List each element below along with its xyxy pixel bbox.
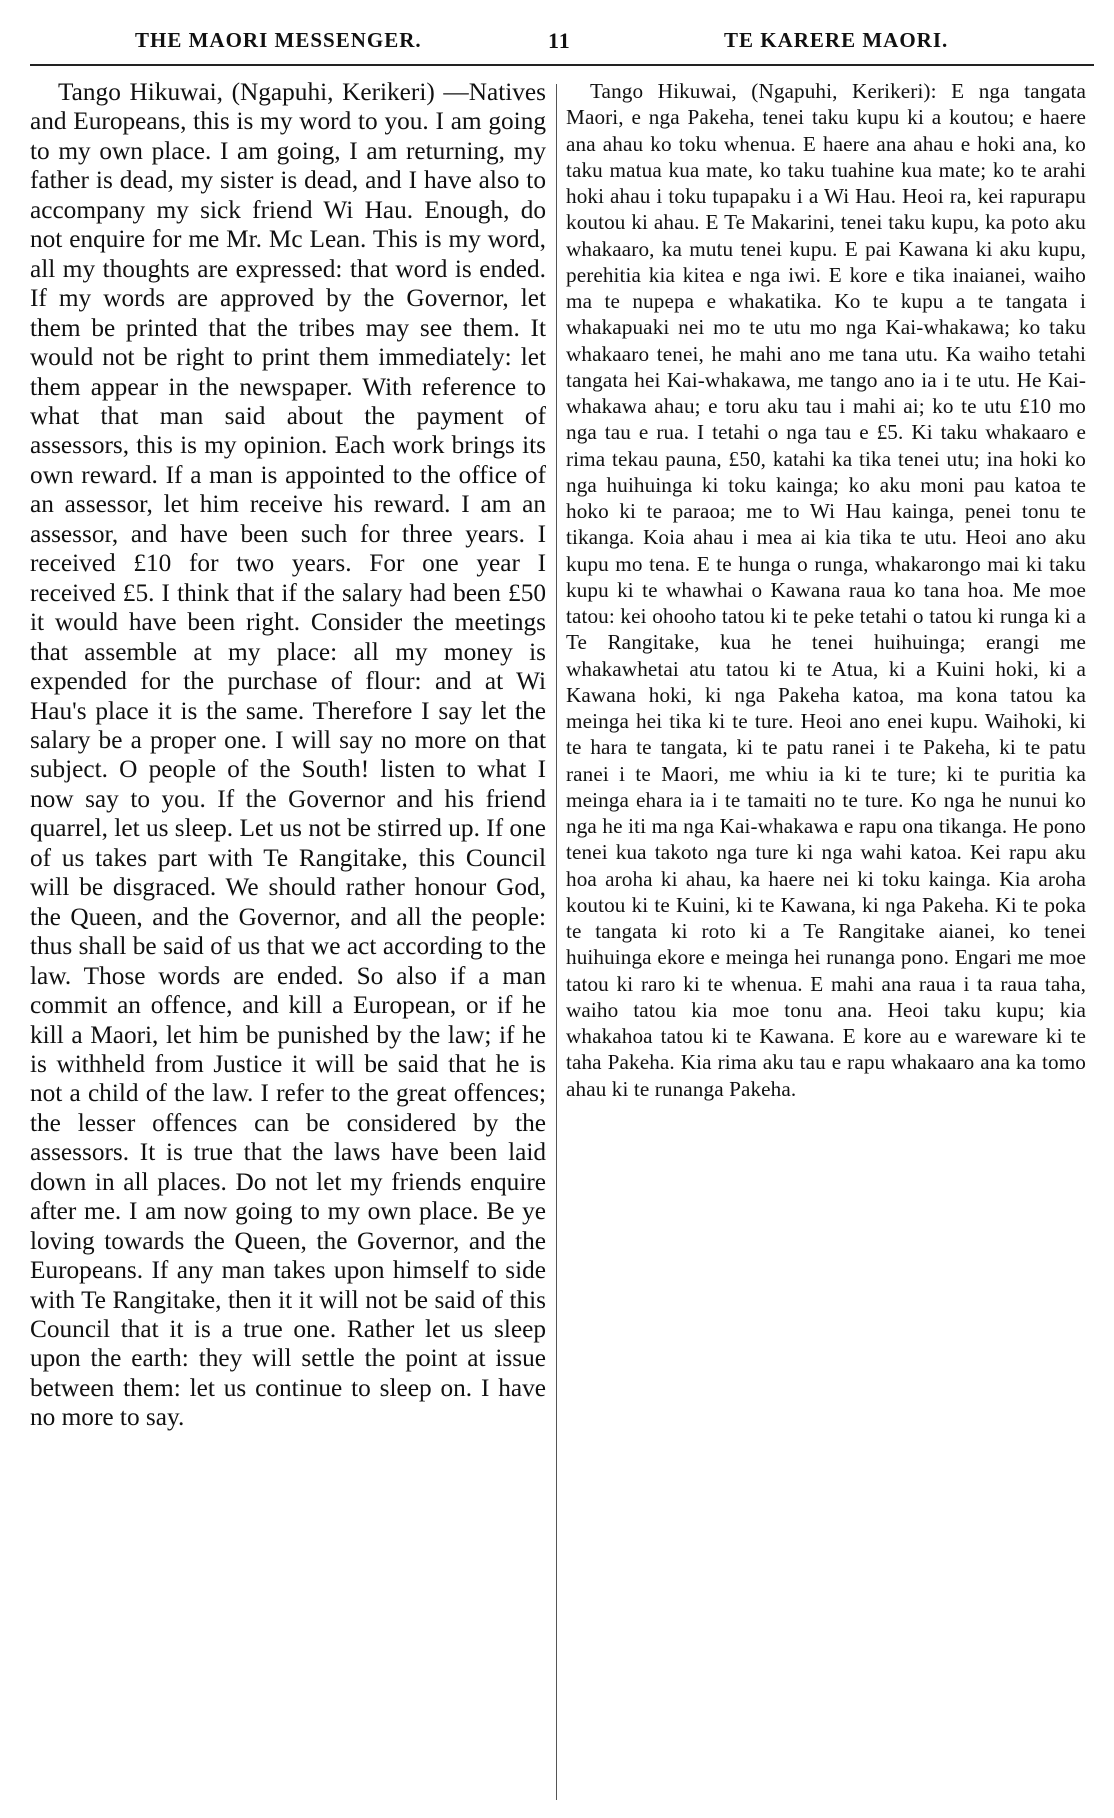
maori-paragraph: Tango Hikuwai, (Ngapuhi, Kerikeri): E nga tangata Maori, e nga Pakeha, tenei taku kupu ki a koutou; e haere ana ahau ko toku whenua. E haere ana ahau e hoki ana, ko taku matua kua mate, ko taku tuahine kua mate; ko te arahi hoki ahau i toku tupapaku i a Wi Hau. Heoi ra, kei rapurapu koutou ki ahau. E Te Makarini, tenei taku kupu, ka poto aku whakaaro, ka mutu tenei kupu. E pai Kawana ki aku kupu, perehitia kia kitea e nga iwi. E kore e tika inaianei, waiho ma te nupepa e whakatika. Ko te kupu a te tangata i whakapuaki nei mo te utu mo nga Kai-whakawa; ko taku whakaaro tenei, he mahi ano me tana utu. Ka waiho tetahi tangata hei Kai-whakawa, me tango ano ia i te utu. He Kai-whakawa ahau; e toru aku tau i mahi ai; ko te utu £10 mo nga tau e rua. I tetahi o nga tau e £5. Ki taku whakaaro e rima tekau pauna, £50, katahi ka tika tenei utu; ina hoki ko nga huihuinga ki toku kainga; ko aku moni pau katoa te hoko ki te paraoa; me to Wi Hau kainga, penei tonu te tikanga. Koia ahau i mea ai kia tika te utu. Heoi ano aku kupu mo tena. E te hunga o runga, whakarongo mai ki taku kupu ki te whawhai o Kawana raua ko tana hoa. Me moe tatou: kei ohooho tatou ki te peke tetahi o tatou ki runga ki a Te Rangitake, kua he tenei huihuinga; erangi me whakawhetai atu tatou ki te Atua, ki a Kuini hoki, ki a Kawana hoki, ki nga Pakeha katoa, ma kona tatou ka meinga hei tika ki te ture. Heoi ano enei kupu. Waihoki, ki te hara te tangata, ki te patu ranei i te Pakeha, ki te patu ranei i te Maori, me whiu ia ki te ture; ki te puritia ka meinga ehara ia i te tamaiti no te ture. Ko nga he nunui ko nga he iti ma nga Kai-whakawa e rapu ona tikanga. He pono tenei kua takoto nga ture ki nga wahi katoa. Kei rapu aku hoa aroha ki ahau, ka haere nei ki toku kainga. Kia aroha koutou ki te Kuini, ki te Kawana, ki nga Pakeha. Ki te poka te tangata ki roto ki a Te Rangitake aianei, ko tenei huihuinga ekore e meinga hei runanga pono. Engari me moe tatou ki raro ki te whenua. E mahi ana raua i ta raua taha, waiho tatou kia moe tonu ana. Heoi taku kupu; kia whakahoa tatou ki te Kawana. E kore au e wareware ki te taha Pakeha. Kia rima aku tau e rapu whakaaro ana ka tomo ahau ki te runanga Pakeha. xyxy=(566,79,1086,1101)
english-masthead: THE MAORI MESSENGER. xyxy=(135,28,422,52)
header-rule xyxy=(30,64,1094,66)
column-divider xyxy=(556,84,557,1800)
page-number: 11 xyxy=(548,28,571,53)
page-header xyxy=(0,0,1114,58)
maori-masthead: TE KARERE MAORI. xyxy=(724,28,949,52)
english-column xyxy=(30,78,546,1808)
english-paragraph: Tango Hikuwai, (Ngapuhi, Kerikeri) —Natives and Europeans, this is my word to you. I am going to my own place. I am going, I am returning, my father is dead, my sister is dead, and I have also to accompany my sick friend Wi Hau. Enough, do not enquire for me Mr. Mc Lean. This is my word, all my thoughts are expressed: that word is ended. If my words are approved by the Governor, let them be printed that the tribes may see them. It would not be right to print them immediately: let them appear in the newspaper. With reference to what that man said about the payment of assessors, this is my opinion. Each work brings its own reward. If a man is appointed to the office of an assessor, let him receive his reward. I am an assessor, and have been such for three years. I received £10 for two years. For one year I received £5. I think that if the salary had been £50 it would have been right. Consider the meetings that assemble at my place: all my money is expended for the purchase of flour: and at Wi Hau's place it is the same. Therefore I say let the salary be a proper one. I will say no more on that subject. O people of the South! listen to what I now say to you. If the Governor and his friend quarrel, let us sleep. Let us not be stirred up. If one of us takes part with Te Rangitake, this Council will be disgraced. We should rather honour God, the Queen, and the Governor, and all the people: thus shall be said of us that we act according to the law. Those words are ended. So also if a man commit an offence, and kill a European, or if he kill a Maori, let him be punished by the law; if he is withheld from Justice it will be said that he is not a child of the law. I refer to the great offences; the lesser offences can be considered by the assessors. It is true that the laws have been laid down in all places. Do not let my friends enquire after me. I am now going to my own place. Be ye loving towards the Queen, the Governor, and the Europeans. If any man takes upon himself to side with Te Rangitake, then it it will not be said of this Council that it is a true one. Rather let us sleep upon the earth: they will settle the point at issue between them: let us continue to sleep on. I have no more to say. xyxy=(30,78,546,1432)
maori-column xyxy=(566,78,1086,1598)
